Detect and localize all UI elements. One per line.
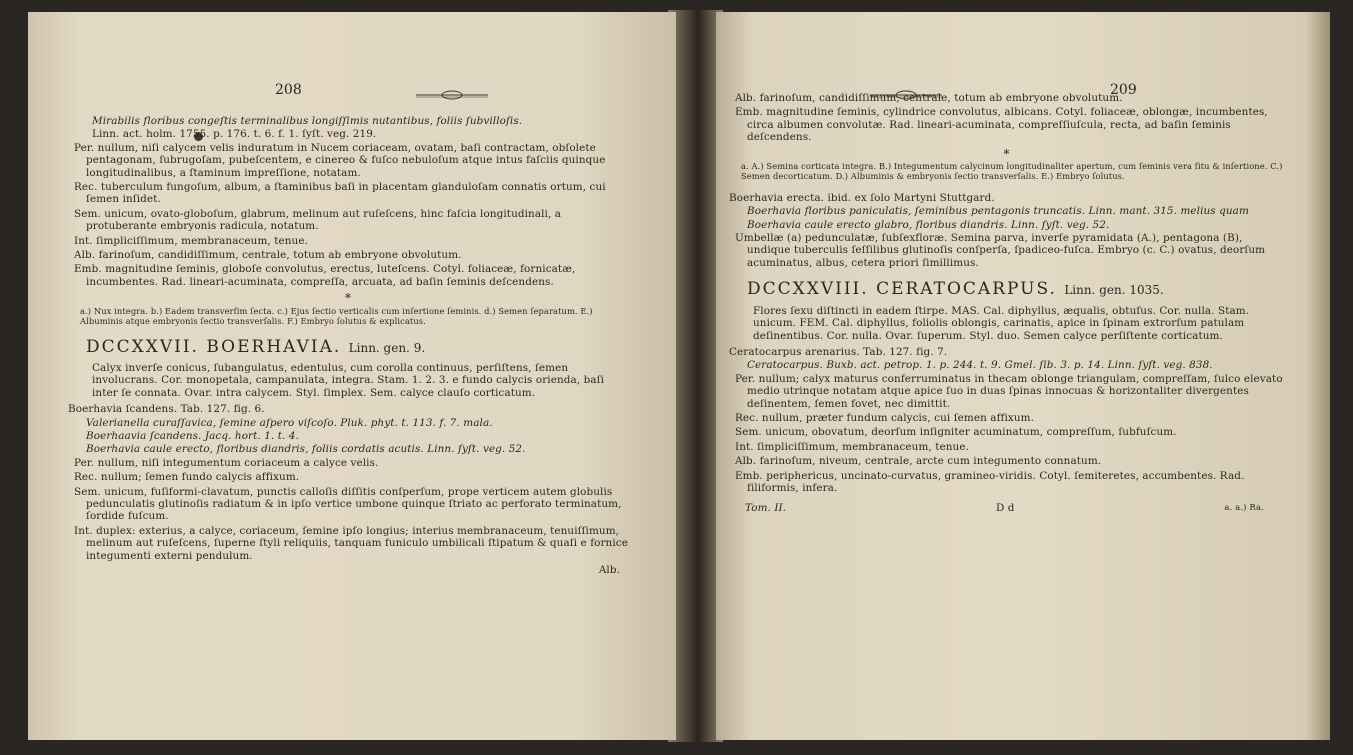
citation: Ceratocarpus. Buxb. act. petrop. 1. p. 244. t. 9. Gmel. ſib. 3. p. 14. Linn. ſyſt. veg. 838. <box>747 359 1213 372</box>
char-seed: Sem. unicum, obovatum, deorſum inſigniter acuminatum, compreſſum, ſubfuſcum. <box>735 426 1177 439</box>
char-seed: Sem. unicum, ovato-globoſum, glabrum, melinum aut ruſeſcens, hinc faſcia longitudinali, a protuberante embryonis radicula, notatum. <box>74 207 562 233</box>
species-line: Boerhavia erecta. ibid. ex ſolo Martyni Stuttgard. <box>729 191 995 204</box>
genus-heading <box>729 279 1284 300</box>
genus-heading-ref: Linn. gen. 1035. <box>1064 283 1164 298</box>
genus-description: Calyx inverſe conicus, ſubangulatus, edentulus, cum corolla continuus, perſiſtens, ſemen involucrans. Cor. monopetala, campanulata, integra. Stam. 1. 2. 3. e fundo calycis orienda, baſi inter ſe connata. Ovar. intra calycem. Styl. ſimplex. Sem. calyce clauſo corticatum. <box>92 361 605 399</box>
genus-description: Flores ſexu diſtincti in eadem ſtirpe. MAS. Cal. diphyllus, æqualis, obtuſus. Cor. nulla. Stam. unicum. FEM. Cal. diphyllus, foliolis oblongis, carinatis, apice in ſpinam extrorſum patulam deſinentibus. Cor. nulla. Ovar. ſuperum. Styl. duo. Semen calyce perſiſtente corticatum. <box>753 304 1250 342</box>
page-footer <box>729 502 1284 514</box>
char-embryo: Emb. magnitudine ſeminis, globoſe convolutus, erectus, luteſcens. Cotyl. foliaceæ, fornicatæ, incumbentes. Rad. lineari-acuminata, compreſſa, arcuata, ad baſin ſeminis deſcendens. <box>74 263 576 288</box>
mirabilis-citation: Mirabilis floribus congeſtis terminalibus longiſſimis nutantibus, foliis ſubvilloſis. <box>92 115 523 127</box>
char-albumen: Alb. farinoſum, candidiſſimum, centrale, totum ab embryone obvolutum. <box>74 249 462 262</box>
left-text-block <box>68 115 628 577</box>
figure-footnote: a. A.) Semina corticata integra. B.) Integumentum calycinum longitudinaliter apertum, cum ſeminis vera ſitu & inſertione. C.) Semen decorticatum. D.) Albuminis & embryonis ſectio transverſalis. E.) Embryo ſolutus. <box>741 161 1283 182</box>
citation: Boerhavia floribus paniculatis, ſeminibus pentagonis truncatis. Linn. mant. 315. melius quam <box>747 205 1249 218</box>
char-embryo: Emb. periphericus, uncinato-curvatus, gramineo-viridis. Cotyl. ſemiteretes, accumbentes. Rad. filiformis, infera. <box>735 469 1245 494</box>
citation: Valerianella curaſſavica, ſemine aſpero viſcoſo. Pluk. phyt. t. 113. f. 7. mala. <box>86 416 493 429</box>
char-integument: Int. ſimpliciſſimum, membranaceum, tenue. <box>74 234 308 247</box>
genus-heading <box>68 336 628 357</box>
char-receptacle: Rec. tuberculum fungoſum, album, a ſtaminibus baſi in placentam glanduloſam connatis ortum, cui ſemen inſidet. <box>74 181 606 206</box>
char-receptacle: Rec. nullum; ſemen fundo calycis affixum. <box>74 471 300 484</box>
species-line: Boerhavia ſcandens. Tab. 127. fig. 6. <box>68 403 265 416</box>
citation: Boerhavia caule erecto, floribus diandris, foliis cordatis acutis. Linn. ſyſt. veg. 52. <box>86 443 526 456</box>
genus-heading-title: DCCXXVII. BOERHAVIA. <box>86 336 342 357</box>
species-description: Umbellæ (a) pedunculatæ, ſubſexfloræ. Semina parva, inverſe pyramidata (A.), pentagona (B), undique tuberculis ſeſſilibus glutinoſis conſperſa, ſpadiceo-fuſca. Embryo (c. C.) ovatus, deorſum acuminatus, albus, cetera priori ſimillimus. <box>735 232 1266 269</box>
char-pericarp: Per. nullum, niſi calycem velis induratum in Nucem coriaceam, ovatam, baſi contractam, obſolete pentagonam, ſubrugoſam, pubeſcentem, e cinereo & fuſco nebuloſum atque intus faſciis quinque longitudinalibus, a ſtaminum impreſſione, notatam. <box>74 141 606 179</box>
catchword: Alb. <box>598 564 620 576</box>
right-page <box>716 12 1330 740</box>
header-ornament-icon <box>416 90 488 100</box>
genus-heading-ref: Linn. gen. 9. <box>348 340 426 355</box>
char-albumen: Alb. farinoſum, candidiſſimum, centrale, totum ab embryone obvolutum. <box>735 92 1123 104</box>
char-pericarp: Per. nullum, niſi integumentum coriaceum a calyce velis. <box>74 456 379 469</box>
char-receptacle: Rec. nullum, præter fundum calycis, cui ſemen affixum. <box>735 411 1035 424</box>
char-seed: Sem. unicum, fuſiformi-clavatum, punctis calloſis diſſitis conſperſum, prope verticem autem globulis pedunculatis glutinoſis radiatum & in ipſo vertice umbone quinque ſtriato ac perforato terminatum, ſordide fuſcum. <box>74 485 622 523</box>
left-page <box>28 12 676 740</box>
open-book <box>28 10 1330 742</box>
genus-heading-title: DCCXXVIII. CERATOCARPUS. <box>747 279 1057 300</box>
left-page-number: 208 <box>275 82 302 98</box>
footer-signature: D d <box>995 502 1015 515</box>
species-line: Ceratocarpus arenarius. Tab. 127. fig. 7. <box>729 345 948 358</box>
char-albumen: Alb. farinoſum, niveum, centrale, arcte cum integumento connatum. <box>735 455 1102 468</box>
char-embryo: Emb. magnitudine ſeminis, cylindrice convolutus, albicans. Cotyl. foliaceæ, oblongæ, incumbentes, circa albumen convolutæ. Rad. lineari-acuminata, compreſſiuſcula, recta, ad baſin ſeminis deſcendens. <box>735 106 1268 144</box>
figure-footnote: a.) Nux integra. b.) Eadem transverſim ſecta. c.) Ejus ſectio verticalis cum inſertione ſeminis. d.) Semen ſeparatum. E.) Albuminis atque embryonis ſectio transverſalis. F.) Embryo ſolutus & explicatus. <box>80 305 593 327</box>
book-spine <box>668 10 723 742</box>
asterisk-divider: * <box>344 291 352 306</box>
char-integument: Int. duplex: exterius, a calyce, coriaceum, ſemine ipſo longius; interius membranaceum, tenuiſſimum, melinum aut ruſeſcens, ſuperne ſtyli reliquiis, tanquam funiculo umbilicali ſtipatum & quaſi e fornice integumenti externi pendulum. <box>74 524 628 562</box>
mirabilis-citation-ref: Linn. act. holm. 1755. p. 176. t. 6. f. 1. ſyſt. veg. 219. <box>92 128 377 141</box>
right-text-block <box>729 92 1284 515</box>
right-page-number: 209 <box>1110 82 1137 98</box>
char-pericarp: Per. nullum; calyx maturus conferruminatus in thecam oblonge triangulam, compreſſam, ſulco elevato medio utrinque notatam atque apice ſuo in duas ſpinas innocuas & horizontaliter divergentes deſinentem, ſemen fovet, nec dimittit. <box>735 372 1283 410</box>
footer-volume: Tom. II. <box>745 502 787 515</box>
char-integument: Int. ſimpliciſſimum, membranaceum, tenue. <box>735 440 969 453</box>
asterisk-divider: * <box>1003 146 1010 161</box>
citation: Boerhavia caule erecto glabro, floribus diandris. Linn. ſyſt. veg. 52. <box>747 218 1110 231</box>
citation: Boerhaavia ſcandens. Jacq. hort. 1. t. 4. <box>86 429 299 442</box>
footer-catchword: a. a.) Ra. <box>1224 503 1264 514</box>
